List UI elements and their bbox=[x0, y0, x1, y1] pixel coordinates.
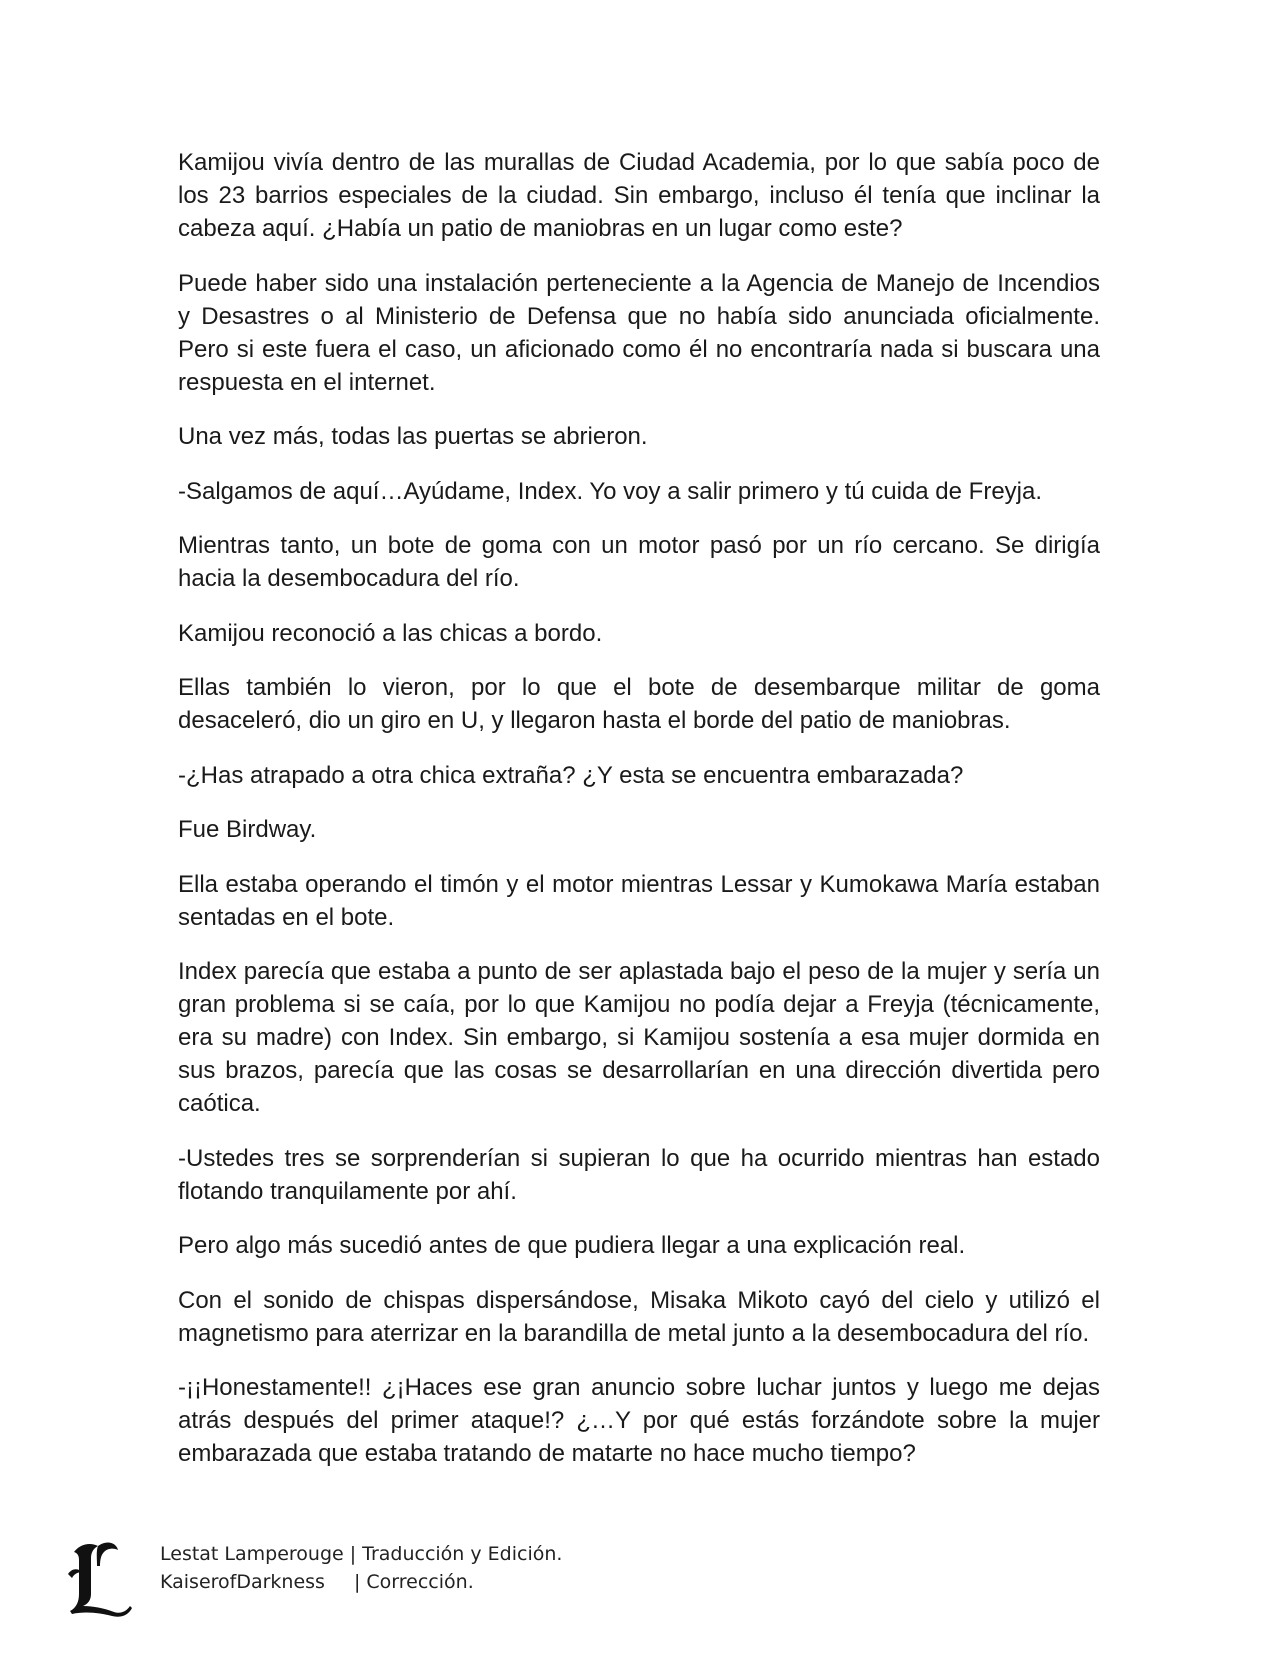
paragraph: Index parecía que estaba a punto de ser aplastada bajo el peso de la mujer y sería un gran problema si se caía, por lo que Kamijou no podía dejar a Freyja (técnicamente, era su madre) con Index. Sin embargo, si Kamijou sostenía a esa mujer dormida en sus brazos, parecía que las cosas se desarrollarían en una dirección divertida pero caótica. bbox=[178, 958, 1100, 1117]
paragraph: Kamijou vivía dentro de las murallas de Ciudad Academia, por lo que sabía poco de los 23 barrios especiales de la ciudad. Sin embargo, incluso él tenía que inclinar la cabeza aquí. ¿Había un patio de maniobras en un lugar como este? bbox=[178, 149, 1100, 242]
paragraph: Kamijou reconoció a las chicas a bordo. bbox=[178, 619, 603, 647]
page-footer bbox=[64, 1538, 764, 1638]
paragraph: Mientras tanto, un bote de goma con un motor pasó por un río cercano. Se dirigía hacia la desembocadura del río. bbox=[178, 532, 1100, 592]
page-body bbox=[178, 146, 1100, 1492]
paragraph: Con el sonido de chispas dispersándose, Misaka Mikoto cayó del cielo y utilizó el magnetismo para aterrizar en la barandilla de metal junto a la desembocadura del río. bbox=[178, 1286, 1100, 1347]
paragraph: Puede haber sido una instalación perteneciente a la Agencia de Manejo de Incendios y Desastres o al Ministerio de Defensa que no había sido anunciada oficialmente. Pero si este fuera el caso, un aficionado como él no encontraría nada si buscara una respuesta en el internet. bbox=[178, 269, 1100, 396]
paragraph: Una vez más, todas las puertas se abrieron. bbox=[178, 423, 648, 450]
credit-line bbox=[160, 1540, 562, 1568]
paragraph: -¿Has atrapado a otra chica extraña? ¿Y esta se encuentra embarazada? bbox=[178, 761, 964, 789]
credit-name: KaiserofDarkness bbox=[160, 1571, 325, 1593]
paragraph: Fue Birdway. bbox=[178, 816, 317, 843]
paragraph: -Salgamos de aquí…Ayúdame, Index. Yo voy a salir primero y tú cuida de Freyja. bbox=[178, 477, 1043, 505]
paragraph: Ella estaba operando el timón y el motor mientras Lessar y Kumokawa María estaban sentadas en el bote. bbox=[178, 870, 1100, 931]
credit-role: Traducción y Edición. bbox=[362, 1543, 563, 1565]
paragraph: -¡¡Honestamente!! ¿¡Haces ese gran anuncio sobre luchar juntos y luego me dejas atrás después del primer ataque!? ¿…Y por qué estás forzándote sobre la mujer embarazada que estaba tratando de matarte no hace mucho tiempo? bbox=[178, 1374, 1100, 1467]
paragraph: Ellas también lo vieron, por lo que el bote de desembarque militar de goma desaceleró, dio un giro en U, y llegaron hasta el borde del patio de maniobras. bbox=[178, 674, 1100, 734]
gothic-letter-L-icon bbox=[64, 1538, 134, 1618]
footer-credits bbox=[160, 1540, 562, 1596]
paragraph: Pero algo más sucedió antes de que pudiera llegar a una explicación real. bbox=[178, 1232, 966, 1259]
credit-separator: | bbox=[354, 1571, 361, 1593]
credit-line bbox=[160, 1568, 562, 1596]
credit-role: Corrección. bbox=[366, 1571, 474, 1593]
paragraph: -Ustedes tres se sorprenderían si supieran lo que ha ocurrido mientras han estado flotando tranquilamente por ahí. bbox=[178, 1144, 1100, 1205]
credit-name: Lestat Lamperouge bbox=[160, 1543, 344, 1565]
credit-separator: | bbox=[349, 1543, 357, 1565]
